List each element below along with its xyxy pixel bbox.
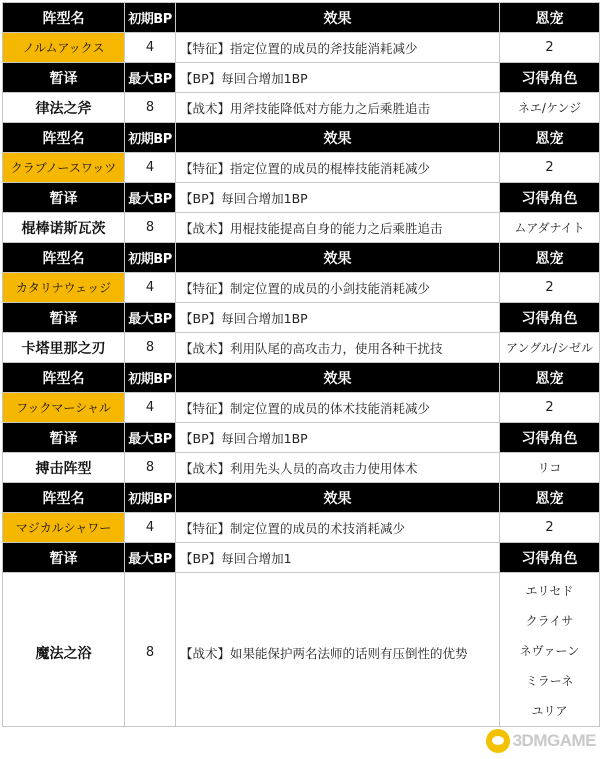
tactic-effect: 【战术】如果能保护两名法师的话则有压倒性的优势 <box>176 573 500 727</box>
header-row <box>3 63 600 93</box>
header-formation-name: 阵型名 <box>3 483 125 513</box>
max-bp-value: 8 <box>125 93 176 123</box>
tactic-effect: 【战术】利用队尾的高攻击力，使用各种干扰技 <box>176 333 500 363</box>
header-max-bp: 最大BP <box>125 423 176 453</box>
table-row <box>3 573 600 727</box>
translated-name: 搏击阵型 <box>3 453 125 483</box>
learner-name: クライサ <box>525 614 574 628</box>
tactic-effect: 【战术】利用先头人员的高攻击力使用体术 <box>176 453 500 483</box>
watermark <box>486 729 596 753</box>
translated-name: 卡塔里那之刃 <box>3 333 125 363</box>
header-max-bp: 最大BP <box>125 303 176 333</box>
max-bp-value: 8 <box>125 333 176 363</box>
header-effect: 效果 <box>176 483 500 513</box>
bp-effect: 【BP】每回合增加1BP <box>176 423 500 453</box>
header-translation: 暂译 <box>3 183 125 213</box>
translated-name: 律法之斧 <box>3 93 125 123</box>
header-row <box>3 3 600 33</box>
header-learner: 习得角色 <box>500 183 600 213</box>
learner-name: エリセド <box>525 584 574 598</box>
learner-name: ミラーネ <box>525 674 574 688</box>
bp-effect: 【BP】每回合增加1 <box>176 543 500 573</box>
table-row <box>3 513 600 543</box>
header-favor: 恩宠 <box>500 483 600 513</box>
initial-bp-value: 4 <box>125 513 176 543</box>
table-row <box>3 33 600 63</box>
trait-effect: 【特征】指定位置的成员的棍棒技能消耗减少 <box>176 153 500 183</box>
tactic-effect: 【战术】用斧技能降低对方能力之后乘胜追击 <box>176 93 500 123</box>
learner-name: ネエ/ケンジ <box>500 93 600 123</box>
formation-name: クラブノースワッツ <box>3 153 125 183</box>
favor-value: 2 <box>500 33 600 63</box>
table-row <box>3 273 600 303</box>
3dm-logo-icon <box>486 729 510 753</box>
header-initial-bp: 初期BP <box>125 483 176 513</box>
header-row <box>3 363 600 393</box>
header-initial-bp: 初期BP <box>125 123 176 153</box>
header-learner: 习得角色 <box>500 303 600 333</box>
header-favor: 恩宠 <box>500 123 600 153</box>
trait-effect: 【特征】制定位置的成员的术技消耗减少 <box>176 513 500 543</box>
header-formation-name: 阵型名 <box>3 363 125 393</box>
header-translation: 暂译 <box>3 303 125 333</box>
header-effect: 效果 <box>176 123 500 153</box>
initial-bp-value: 4 <box>125 33 176 63</box>
table-row <box>3 333 600 363</box>
header-row <box>3 483 600 513</box>
favor-value: 2 <box>500 153 600 183</box>
header-initial-bp: 初期BP <box>125 243 176 273</box>
header-favor: 恩宠 <box>500 243 600 273</box>
favor-value: 2 <box>500 393 600 423</box>
header-formation-name: 阵型名 <box>3 3 125 33</box>
header-translation: 暂译 <box>3 423 125 453</box>
initial-bp-value: 4 <box>125 273 176 303</box>
header-max-bp: 最大BP <box>125 63 176 93</box>
bp-effect: 【BP】每回合增加1BP <box>176 63 500 93</box>
learner-name: ネヴァーン <box>519 644 580 658</box>
bp-effect: 【BP】每回合增加1BP <box>176 303 500 333</box>
header-translation: 暂译 <box>3 543 125 573</box>
favor-value: 2 <box>500 273 600 303</box>
header-effect: 效果 <box>176 3 500 33</box>
table-row <box>3 453 600 483</box>
header-initial-bp: 初期BP <box>125 363 176 393</box>
table-row <box>3 153 600 183</box>
max-bp-value: 8 <box>125 453 176 483</box>
formation-name: マジカルシャワー <box>3 513 125 543</box>
trait-effect: 【特征】制定位置的成员的体术技能消耗减少 <box>176 393 500 423</box>
table-row <box>3 93 600 123</box>
header-translation: 暂译 <box>3 63 125 93</box>
initial-bp-value: 4 <box>125 393 176 423</box>
learner-name: ムアダナイト <box>500 213 600 243</box>
max-bp-value: 8 <box>125 213 176 243</box>
header-max-bp: 最大BP <box>125 183 176 213</box>
table-row <box>3 393 600 423</box>
header-row <box>3 543 600 573</box>
bp-effect: 【BP】每回合增加1BP <box>176 183 500 213</box>
translated-name: 棍棒诺斯瓦茨 <box>3 213 125 243</box>
max-bp-value: 8 <box>125 573 176 727</box>
table-row <box>3 213 600 243</box>
formation-table <box>2 2 600 727</box>
header-row <box>3 123 600 153</box>
initial-bp-value: 4 <box>125 153 176 183</box>
tactic-effect: 【战术】用棍技能提高自身的能力之后乘胜追击 <box>176 213 500 243</box>
header-learner: 习得角色 <box>500 543 600 573</box>
formation-name: フックマーシャル <box>3 393 125 423</box>
learner-name: リコ <box>500 453 600 483</box>
header-effect: 效果 <box>176 243 500 273</box>
header-learner: 习得角色 <box>500 63 600 93</box>
trait-effect: 【特征】制定位置的成员的小剑技能消耗减少 <box>176 273 500 303</box>
learner-name: アングル/シゼル <box>500 333 600 363</box>
header-max-bp: 最大BP <box>125 543 176 573</box>
header-favor: 恩宠 <box>500 363 600 393</box>
watermark-text: 3DMGAME <box>512 731 596 750</box>
header-row <box>3 303 600 333</box>
learner-name: ユリア <box>531 704 568 718</box>
header-row <box>3 243 600 273</box>
translated-name: 魔法之浴 <box>3 573 125 727</box>
formation-name: ノルムアックス <box>3 33 125 63</box>
formation-name: カタリナウェッジ <box>3 273 125 303</box>
trait-effect: 【特征】指定位置的成员的斧技能消耗减少 <box>176 33 500 63</box>
header-row <box>3 423 600 453</box>
header-formation-name: 阵型名 <box>3 243 125 273</box>
header-favor: 恩宠 <box>500 3 600 33</box>
header-effect: 效果 <box>176 363 500 393</box>
header-row <box>3 183 600 213</box>
header-learner: 习得角色 <box>500 423 600 453</box>
learner-list <box>500 573 600 727</box>
favor-value: 2 <box>500 513 600 543</box>
header-initial-bp: 初期BP <box>125 3 176 33</box>
header-formation-name: 阵型名 <box>3 123 125 153</box>
